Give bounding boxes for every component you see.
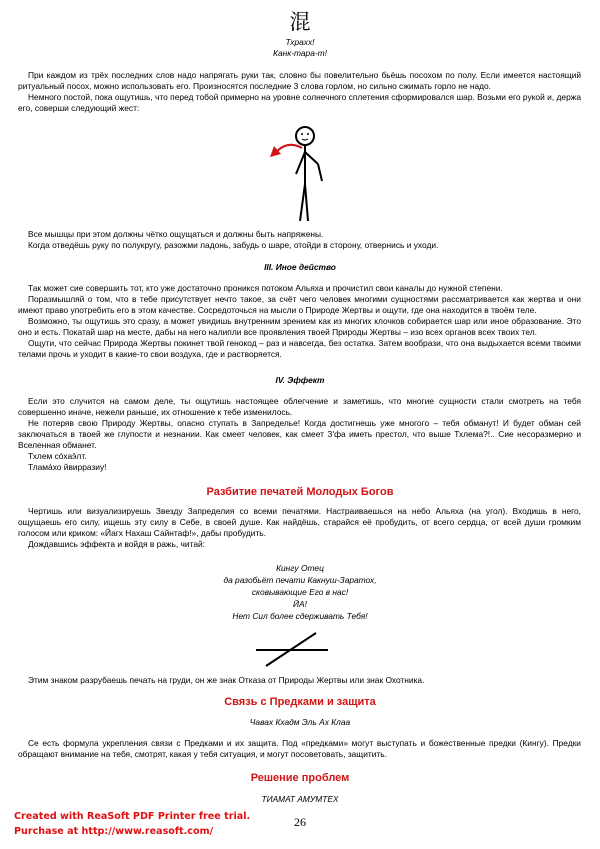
section-4-title: IV. Эффект bbox=[275, 375, 325, 385]
invocation-line-4: ЙА! bbox=[293, 599, 307, 609]
section-3-paragraph-4: Ощути, что сейчас Природа Жертвы покинет твой генокод – раз и навсегда, без остатка. Затем вообрази, что она выдыхается всеми твоими телами прочь и уходит в какие-то свои воздуха, где и растворяется. bbox=[18, 338, 581, 359]
watermark-line-2[interactable]: Purchase at http://www.reasoft.com/ bbox=[14, 826, 214, 837]
section-4-paragraph-2: Не потеряв свою Природу Жертвы, опасно ступать в Запределье! Когда достигнешь уже многого – тебя обманут! И будет обман сей заключаться в твоей же глупости и незнании. Как смеет человек, как смеет З'фа иметь престол, что выше Тхлема?!.. Сие несоразмерно и Вселенная обманет. bbox=[18, 418, 581, 450]
section-3-paragraph-3: Возможно, ты ощутишь это сразу, а может увидишь внутренним зрением как из многих клочков собирается шар или иное образование. Это оно и есть. Покатай шар на месте, дабы на него налипли все проявления твоей Природы Жертвы – изо всех органов всех твоих тел. bbox=[18, 316, 581, 337]
chant-line-2: Канк-тара-т! bbox=[273, 48, 327, 58]
gesture-figure-illustration bbox=[258, 118, 338, 226]
watermark-line-1: Created with ReaSoft PDF Printer free trial. bbox=[14, 811, 251, 822]
gesture-arrow bbox=[270, 145, 302, 157]
page-number: 26 bbox=[294, 815, 306, 829]
seals-text bbox=[18, 506, 581, 550]
intro-paragraph-1: При каждом из трёх последних слов надо напрягать руки так, словно бы повелительно бьёшь посохом по полу. Если имеется настоящий ритуальный посох, можно использовать его. Произносятся последние 3 слова горлом, но сильно сжимать горло не надо. bbox=[18, 70, 581, 91]
heading-problems: Решение проблем bbox=[250, 772, 350, 784]
sign-caption-text bbox=[18, 675, 581, 686]
section-3-text bbox=[18, 283, 581, 360]
ancestors-text bbox=[18, 738, 581, 760]
sign-caption: Этим знаком разрубаешь печать на груди, он же знак Отказа от Природы Жертвы или знак Охотника. bbox=[28, 675, 425, 685]
section-3-paragraph-1: Так может сие совершить тот, кто уже достаточно проникся потоком Альяха и прочистил свои каналы до нужной степени. bbox=[28, 283, 503, 293]
chinese-character: 混 bbox=[289, 10, 311, 34]
invocation-line-3: сковывающие Его в нас! bbox=[251, 587, 349, 597]
stick-figure bbox=[296, 127, 322, 221]
invocation-line-2: да разобьёт печати Какнуш-Заратох, bbox=[223, 575, 377, 585]
seals-paragraph-1: Чертишь или визуализируешь Звезду Запределия со всеми печатями. Настраиваешься на небо Альяха (на угол). Входишь в него, ощущаешь его силу, ищешь эту силу в Себе, в своей душе. Как найдёшь, старайся её пробудить, от всего сердца, от всей души громким голосом или криком: «Йагх Нахаш Сайнтаф!», дабы пробудить. bbox=[18, 506, 581, 538]
problems-formula: ТИАМАТ АМУМТЕХ bbox=[261, 794, 339, 804]
after-figure-paragraph-2: Когда отведёшь руку по полукругу, разожми ладонь, забудь о шаре, отойди в сторону, отвернись и уходи. bbox=[28, 240, 439, 250]
after-figure-paragraph-1: Все мышцы при этом должны чётко ощущаться и должны быть напряжены. bbox=[28, 229, 324, 239]
section-3-title: III. Иное действо bbox=[264, 262, 336, 272]
hunter-sign-illustration bbox=[254, 630, 330, 670]
section-3-paragraph-2: Поразмышляй о том, что в тебе присутствует нечто такое, за счёт чего человек многими сущностями рассматривается как жертва и они имеют право употребить его в этом качестве. Сосредоточься на мысли о Природе Жертвы и ощути, где она находится в твоём теле. bbox=[18, 294, 581, 315]
heading-ancestors: Связь с Предками и защита bbox=[224, 696, 376, 708]
chant-line-1: Тхрахх! bbox=[285, 37, 315, 47]
intro-paragraph-2: Немного постой, пока ощутишь, что перед тобой примерно на уровне солнечного сплетения сформировался шар. Возьми его рукой и, держа его, соверши следующий жест: bbox=[18, 92, 581, 113]
invocation-line-1: Кингу Отец bbox=[276, 563, 324, 573]
ancestors-paragraph: Се есть формула укрепления связи с Предками и их защита. Под «предками» могут выступать и божественные предки (Кингу). Предки обращают внимание на тебя, смотрят, какая у тебя ситуация, и могут посоветовать, защитить. bbox=[18, 738, 581, 759]
intro-text bbox=[18, 70, 581, 114]
invocation-line-5: Нет Сил более сдерживать Тебя! bbox=[232, 611, 368, 621]
heading-breaking-seals: Разбитие печатей Молодых Богов bbox=[206, 486, 394, 498]
after-figure-text bbox=[18, 229, 581, 251]
section-4-incantation-1: Тхлем сóхаэ̄лт. bbox=[28, 451, 87, 461]
section-4-incantation-2: Тлама́хо йвирразиу! bbox=[28, 462, 107, 472]
ancestors-formula: Чавах Кхадм Эль Ах Клаа bbox=[249, 717, 351, 727]
seals-paragraph-2: Дождавшись эффекта и войдя в ражь, читай: bbox=[28, 539, 205, 549]
section-4-paragraph-1: Если это случится на самом деле, ты ощутишь настоящее облегчение и заметишь, что многие сущности стали смотреть на тебя совершенно иначе, нежели раньше, их отношение к тебе изменилось. bbox=[18, 396, 581, 417]
section-4-text bbox=[18, 396, 581, 473]
